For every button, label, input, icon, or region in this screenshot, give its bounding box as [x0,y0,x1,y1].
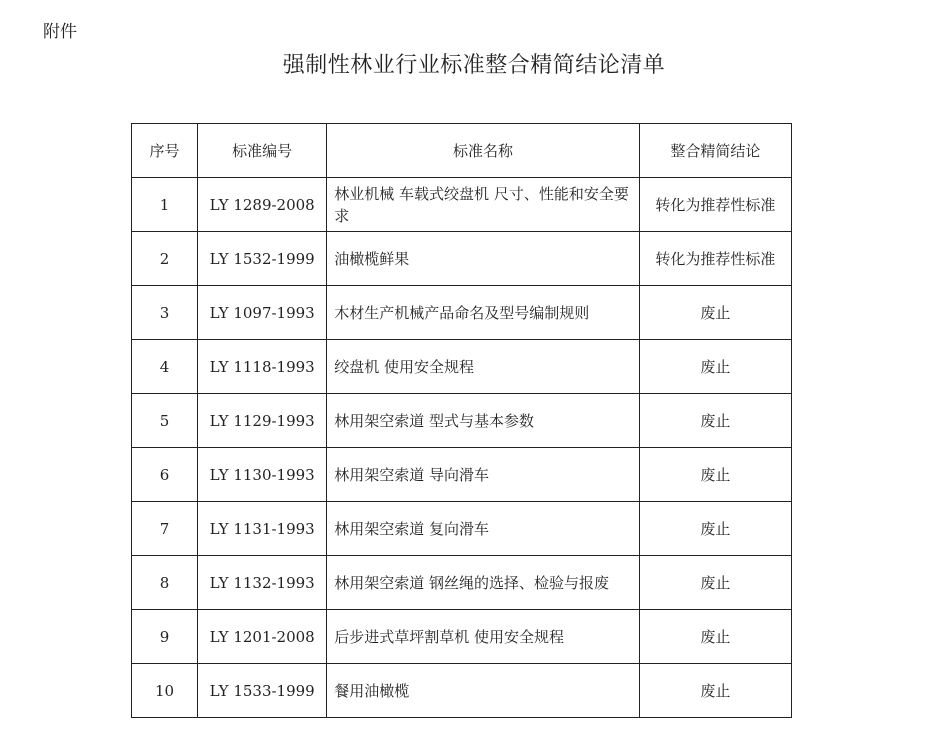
row-index: 4 [132,340,198,394]
row-index: 2 [132,232,198,286]
row-index: 1 [132,178,198,232]
row-name: 油橄榄鲜果 [327,232,639,286]
row-code: LY 1201-2008 [198,610,327,664]
row-code: LY 1289-2008 [198,178,327,232]
row-result: 废止 [639,448,791,502]
attachment-label: 附件 [43,22,77,42]
row-name: 后步进式草坪割草机 使用安全规程 [327,610,639,664]
row-code: LY 1097-1993 [198,286,327,340]
row-name: 林用架空索道 复向滑车 [327,502,639,556]
row-result: 废止 [639,556,791,610]
row-code: LY 1132-1993 [198,556,327,610]
row-index: 10 [132,664,198,718]
standards-table [131,123,792,718]
header-name: 标准名称 [327,124,639,178]
row-index: 9 [132,610,198,664]
row-result: 废止 [639,502,791,556]
row-result: 废止 [639,664,791,718]
row-index: 8 [132,556,198,610]
row-code: LY 1532-1999 [198,232,327,286]
table-row [132,394,792,448]
row-name: 绞盘机 使用安全规程 [327,340,639,394]
table-row [132,232,792,286]
row-index: 6 [132,448,198,502]
row-result: 废止 [639,286,791,340]
row-result: 废止 [639,340,791,394]
row-name: 林用架空索道 导向滑车 [327,448,639,502]
header-code: 标准编号 [198,124,327,178]
row-code: LY 1118-1993 [198,340,327,394]
row-name: 木材生产机械产品命名及型号编制规则 [327,286,639,340]
table-row [132,178,792,232]
table-row [132,556,792,610]
table-row [132,340,792,394]
row-result: 废止 [639,394,791,448]
row-name: 林业机械 车载式绞盘机 尺寸、性能和安全要求 [327,178,639,232]
row-index: 3 [132,286,198,340]
row-result: 转化为推荐性标准 [639,178,791,232]
table-row [132,286,792,340]
row-name: 林用架空索道 型式与基本参数 [327,394,639,448]
header-result: 整合精简结论 [639,124,791,178]
header-index: 序号 [132,124,198,178]
document-title: 强制性林业行业标准整合精简结论清单 [282,53,666,78]
row-code: LY 1533-1999 [198,664,327,718]
row-index: 7 [132,502,198,556]
row-index: 5 [132,394,198,448]
row-code: LY 1129-1993 [198,394,327,448]
row-name: 餐用油橄榄 [327,664,639,718]
row-code: LY 1130-1993 [198,448,327,502]
table-row [132,664,792,718]
row-result: 转化为推荐性标准 [639,232,791,286]
table-row [132,502,792,556]
row-name: 林用架空索道 钢丝绳的选择、检验与报废 [327,556,639,610]
row-result: 废止 [639,610,791,664]
table-row [132,448,792,502]
table-row [132,610,792,664]
row-code: LY 1131-1993 [198,502,327,556]
table-header-row [132,124,792,178]
